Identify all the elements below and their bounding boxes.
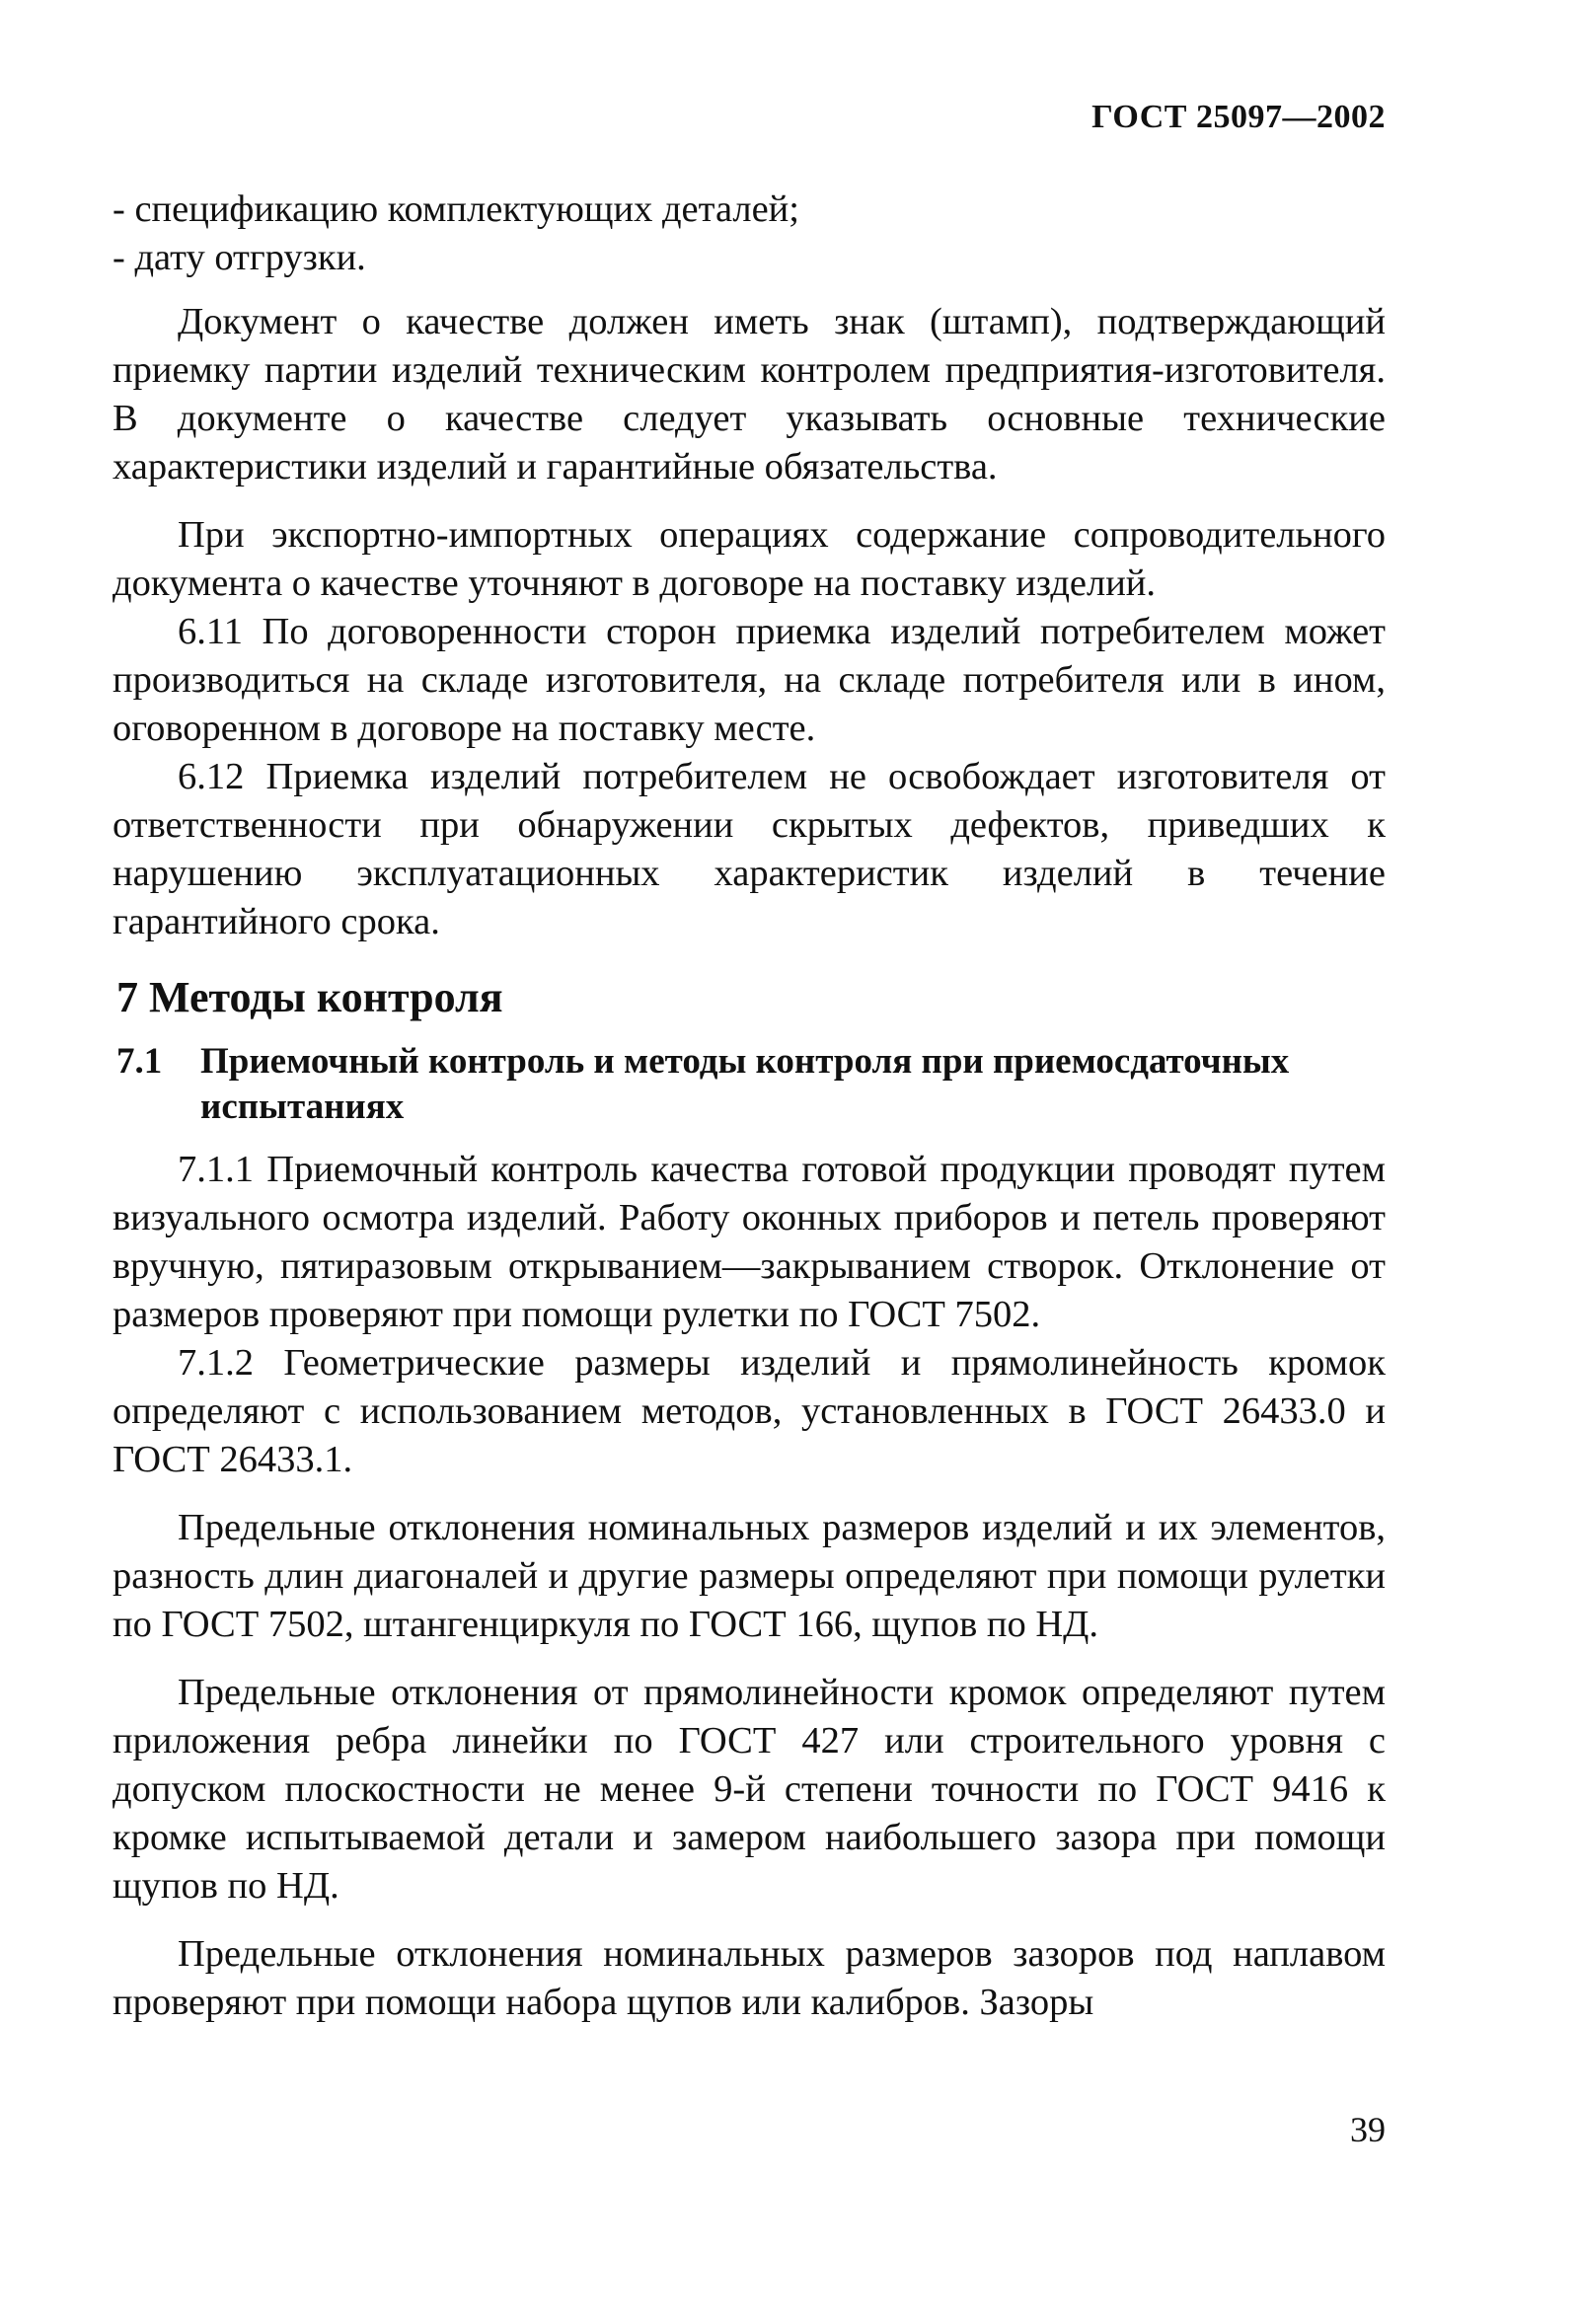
subsection-number: 7.1 — [116, 1041, 163, 1082]
paragraph-deviation-gaps: Предельные отклонения номинальных размеров зазоров под наплавом проверяют при помощи набора щупов или калибров. Зазоры — [113, 1933, 1386, 2023]
subsection-heading — [113, 1039, 1386, 1130]
paragraph-6-11: 6.11 По договоренности сторон приемка изделий потребителем может производиться на складе изготовителя, на складе потребителя или в ином, оговоренном в договоре на поставку месте. — [113, 611, 1386, 749]
paragraph-deviation-straightness: Предельные отклонения от прямолинейности кромок определяют путем приложения ребра линейки по ГОСТ 427 или строительного уровня с допуском плоскостности не менее 9-й степени точности по ГОСТ 9416 к кромке испытываемой детали и замером наибольшего зазора при помощи щупов по НД. — [113, 1672, 1386, 1907]
paragraph-6-12: 6.12 Приемка изделий потребителем не освобождает изготовителя от ответственности при обнаружении скрытых дефектов, приведших к нарушению эксплуатационных характеристик изделий в течение гарантийного срока. — [113, 756, 1386, 942]
paragraph-export-import: При экспортно-импортных операциях содержание сопроводительного документа о качестве уточняют в договоре на поставку изделий. — [113, 514, 1386, 604]
paragraph-deviation-dimensions: Предельные отклонения номинальных размеров изделий и их элементов, разность длин диагоналей и другие размеры определяют при помощи рулетки по ГОСТ 7502, штангенциркуля по ГОСТ 166, щупов по НД. — [113, 1507, 1386, 1645]
list-item-specification: - спецификацию комплектующих деталей; — [113, 188, 799, 230]
page-content — [113, 186, 1386, 2027]
paragraph-7-1-1: 7.1.1 Приемочный контроль качества готовой продукции проводят путем визуального осмотра изделий. Работу оконных приборов и петель проверяют вручную, пятиразовым открыванием—закрыванием створок. Отклонение от размеров проверяют при помощи рулетки по ГОСТ 7502. — [113, 1149, 1386, 1335]
paragraph-7-1-2: 7.1.2 Геометрические размеры изделий и прямолинейность кромок определяют с использованием методов, установленных в ГОСТ 26433.0 и ГОСТ 26433.1. — [113, 1342, 1386, 1480]
list-item-shipping-date: - дату отгрузки. — [113, 237, 366, 278]
document-code-header: ГОСТ 25097—2002 — [1091, 99, 1386, 135]
subsection-title: Приемочный контроль и методы контроля при приемосдаточных испытаниях — [200, 1041, 1290, 1127]
page-number: 39 — [1350, 2110, 1386, 2149]
section-heading: 7 Методы контроля — [116, 973, 503, 1021]
paragraph-quality-document: Документ о качестве должен иметь знак (штамп), подтверждающий приемку партии изделий техническим контролем предприятия-изготовителя. В документе о качестве следует указывать основные технические характеристики изделий и гарантийные обязательства. — [113, 301, 1386, 487]
